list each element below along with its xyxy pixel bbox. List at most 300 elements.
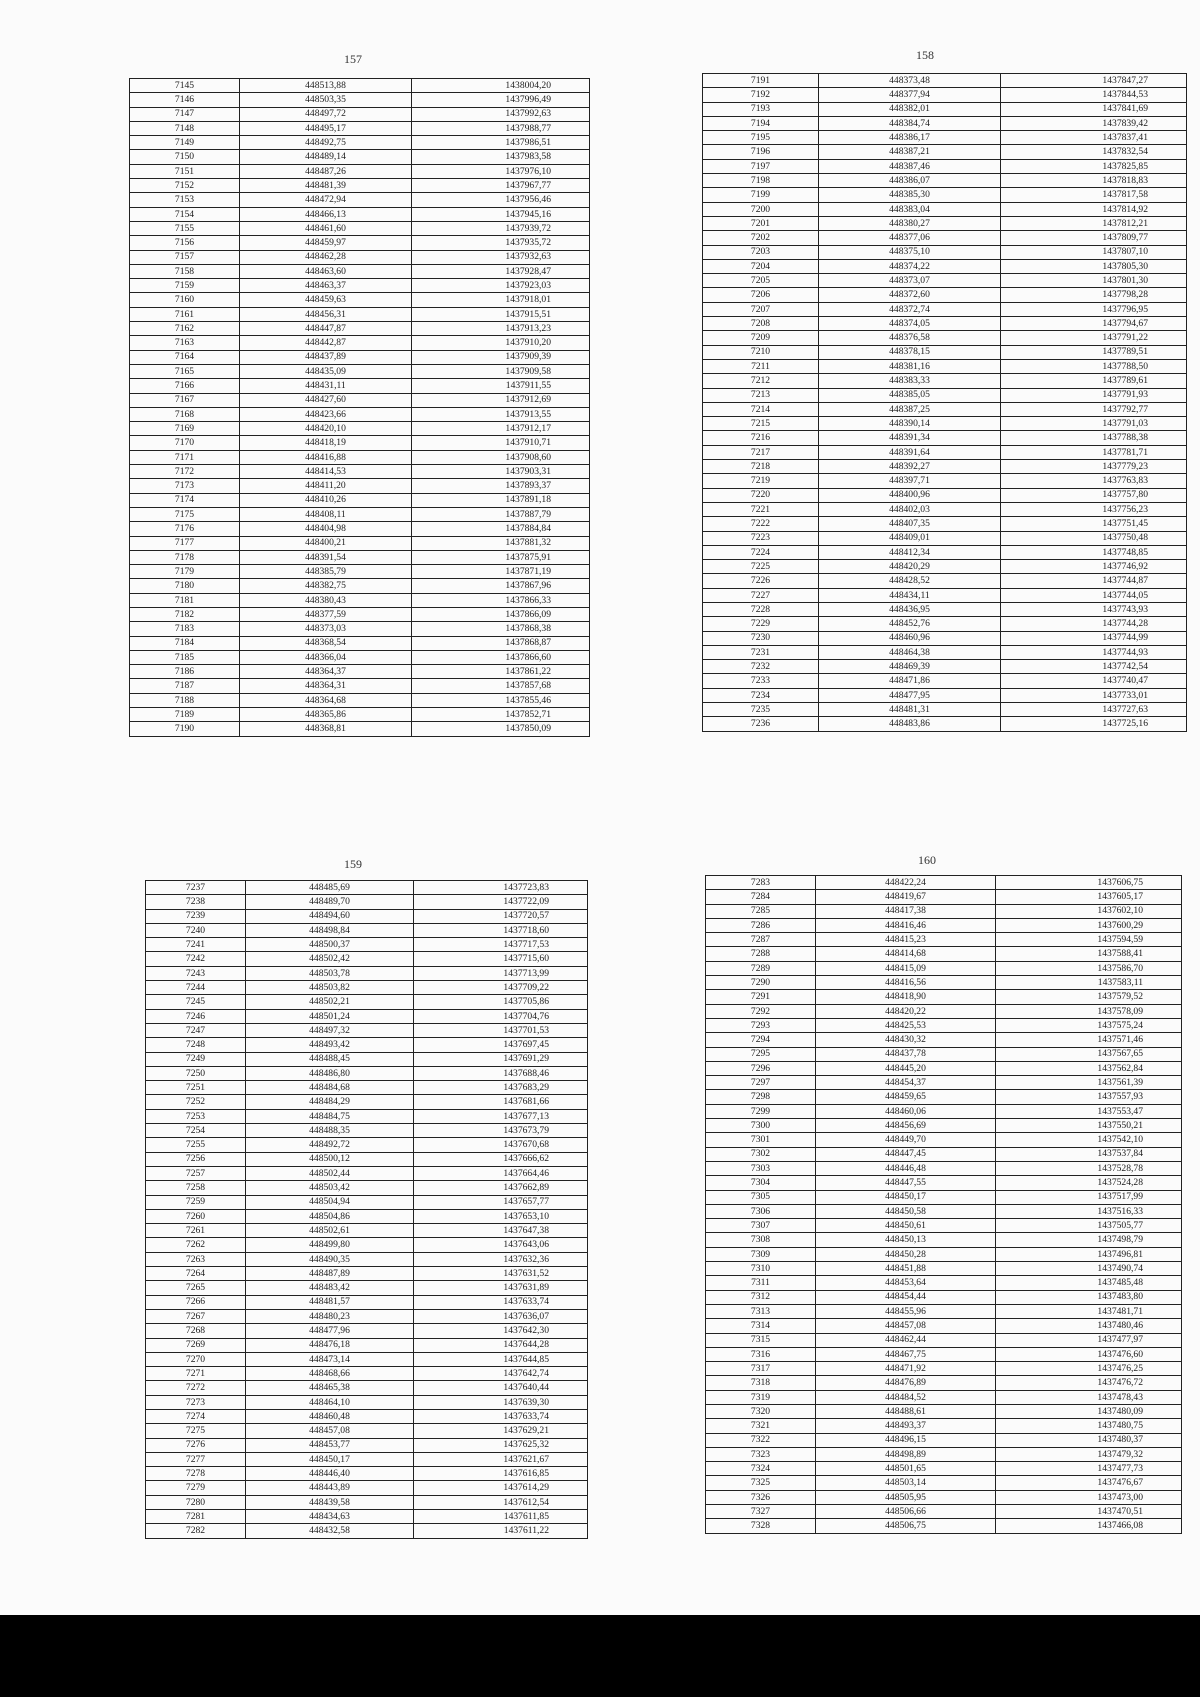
table-row <box>706 1033 1182 1047</box>
point-number: 7254 <box>146 1124 246 1138</box>
y-coordinate: 1437928,47 <box>412 264 590 278</box>
x-coordinate: 448501,24 <box>246 1009 414 1023</box>
x-coordinate: 448488,45 <box>246 1052 414 1066</box>
x-coordinate: 448437,89 <box>240 350 412 364</box>
y-coordinate: 1437709,22 <box>414 981 588 995</box>
y-coordinate: 1437542,10 <box>996 1133 1182 1147</box>
table-row <box>146 1424 588 1438</box>
y-coordinate: 1437923,03 <box>412 279 590 293</box>
y-coordinate: 1437632,36 <box>414 1252 588 1266</box>
x-coordinate: 448422,24 <box>816 876 996 890</box>
x-coordinate: 448402,03 <box>819 502 1001 516</box>
table-row <box>130 422 590 436</box>
x-coordinate: 448504,94 <box>246 1195 414 1209</box>
x-coordinate: 448456,69 <box>816 1119 996 1133</box>
y-coordinate: 1437611,85 <box>414 1510 588 1524</box>
x-coordinate: 448384,74 <box>819 116 1001 130</box>
y-coordinate: 1437866,60 <box>412 650 590 664</box>
y-coordinate: 1437553,47 <box>996 1104 1182 1118</box>
point-number: 7302 <box>706 1147 816 1161</box>
table-row <box>146 1152 588 1166</box>
x-coordinate: 448496,15 <box>816 1433 996 1447</box>
y-coordinate: 1437932,63 <box>412 250 590 264</box>
y-coordinate: 1437791,03 <box>1001 417 1187 431</box>
y-coordinate: 1437688,46 <box>414 1066 588 1080</box>
table-row <box>706 1061 1182 1075</box>
x-coordinate: 448415,09 <box>816 961 996 975</box>
y-coordinate: 1437983,58 <box>412 150 590 164</box>
x-coordinate: 448503,82 <box>246 981 414 995</box>
point-number: 7255 <box>146 1138 246 1152</box>
y-coordinate: 1437476,72 <box>996 1376 1182 1390</box>
point-number: 7216 <box>703 431 819 445</box>
x-coordinate: 448501,65 <box>816 1462 996 1476</box>
x-coordinate: 448383,04 <box>819 202 1001 216</box>
table-row <box>703 74 1187 88</box>
x-coordinate: 448430,32 <box>816 1033 996 1047</box>
y-coordinate: 1437640,44 <box>414 1381 588 1395</box>
y-coordinate: 1437986,51 <box>412 136 590 150</box>
point-number: 7191 <box>703 74 819 88</box>
point-number: 7281 <box>146 1510 246 1524</box>
table-row <box>706 1076 1182 1090</box>
table-row <box>146 1209 588 1223</box>
y-coordinate: 1437909,39 <box>412 350 590 364</box>
y-coordinate: 1437794,67 <box>1001 317 1187 331</box>
y-coordinate: 1437798,28 <box>1001 288 1187 302</box>
x-coordinate: 448495,17 <box>240 121 412 135</box>
x-coordinate: 448387,25 <box>819 402 1001 416</box>
table-row <box>130 93 590 107</box>
point-number: 7241 <box>146 938 246 952</box>
y-coordinate: 1437477,73 <box>996 1462 1182 1476</box>
point-number: 7196 <box>703 145 819 159</box>
table-row <box>130 565 590 579</box>
table-row <box>703 417 1187 431</box>
table-row <box>706 1204 1182 1218</box>
table-row <box>146 1367 588 1381</box>
x-coordinate: 448437,78 <box>816 1047 996 1061</box>
y-coordinate: 1438004,20 <box>412 79 590 93</box>
point-number: 7262 <box>146 1238 246 1252</box>
x-coordinate: 448418,19 <box>240 436 412 450</box>
point-number: 7162 <box>130 322 240 336</box>
y-coordinate: 1437657,77 <box>414 1195 588 1209</box>
y-coordinate: 1437839,42 <box>1001 116 1187 130</box>
x-coordinate: 448472,94 <box>240 193 412 207</box>
point-number: 7173 <box>130 479 240 493</box>
coordinates-table <box>129 78 590 737</box>
point-number: 7300 <box>706 1119 816 1133</box>
x-coordinate: 448390,14 <box>819 417 1001 431</box>
y-coordinate: 1437629,21 <box>414 1424 588 1438</box>
y-coordinate: 1437616,85 <box>414 1467 588 1481</box>
point-number: 7164 <box>130 350 240 364</box>
x-coordinate: 448484,52 <box>816 1390 996 1404</box>
x-coordinate: 448497,32 <box>246 1023 414 1037</box>
table-row <box>703 317 1187 331</box>
point-number: 7193 <box>703 102 819 116</box>
y-coordinate: 1437867,96 <box>412 579 590 593</box>
x-coordinate: 448487,26 <box>240 164 412 178</box>
point-number: 7242 <box>146 952 246 966</box>
table-row <box>146 1324 588 1338</box>
y-coordinate: 1437866,33 <box>412 593 590 607</box>
x-coordinate: 448471,86 <box>819 674 1001 688</box>
x-coordinate: 448447,87 <box>240 322 412 336</box>
x-coordinate: 448460,06 <box>816 1104 996 1118</box>
table-row <box>146 981 588 995</box>
point-number: 7217 <box>703 445 819 459</box>
point-number: 7168 <box>130 407 240 421</box>
table-row <box>146 1052 588 1066</box>
point-number: 7319 <box>706 1390 816 1404</box>
point-number: 7195 <box>703 131 819 145</box>
y-coordinate: 1437496,81 <box>996 1247 1182 1261</box>
table-row <box>706 1347 1182 1361</box>
x-coordinate: 448385,79 <box>240 565 412 579</box>
table-row <box>130 407 590 421</box>
x-coordinate: 448453,77 <box>246 1438 414 1452</box>
table-row <box>130 322 590 336</box>
x-coordinate: 448503,42 <box>246 1181 414 1195</box>
y-coordinate: 1437725,16 <box>1001 717 1187 731</box>
table-row <box>146 895 588 909</box>
point-number: 7253 <box>146 1109 246 1123</box>
x-coordinate: 448451,88 <box>816 1262 996 1276</box>
y-coordinate: 1437705,86 <box>414 995 588 1009</box>
point-number: 7280 <box>146 1495 246 1509</box>
y-coordinate: 1437579,52 <box>996 990 1182 1004</box>
point-number: 7326 <box>706 1490 816 1504</box>
table-row <box>703 445 1187 459</box>
x-coordinate: 448365,86 <box>240 708 412 722</box>
y-coordinate: 1437644,28 <box>414 1338 588 1352</box>
x-coordinate: 448452,76 <box>819 617 1001 631</box>
table-row <box>130 579 590 593</box>
x-coordinate: 448513,88 <box>240 79 412 93</box>
y-coordinate: 1437550,21 <box>996 1119 1182 1133</box>
point-number: 7307 <box>706 1219 816 1233</box>
x-coordinate: 448504,86 <box>246 1209 414 1223</box>
x-coordinate: 448434,63 <box>246 1510 414 1524</box>
table-row <box>703 216 1187 230</box>
table-row <box>130 679 590 693</box>
y-coordinate: 1437847,27 <box>1001 74 1187 88</box>
table-row <box>706 1447 1182 1461</box>
x-coordinate: 448450,58 <box>816 1204 996 1218</box>
point-number: 7206 <box>703 288 819 302</box>
y-coordinate: 1437715,60 <box>414 952 588 966</box>
x-coordinate: 448434,11 <box>819 588 1001 602</box>
table-row <box>146 1038 588 1052</box>
coordinates-table <box>702 73 1187 732</box>
y-coordinate: 1437779,23 <box>1001 460 1187 474</box>
x-coordinate: 448411,20 <box>240 479 412 493</box>
point-number: 7257 <box>146 1166 246 1180</box>
x-coordinate: 448364,68 <box>240 693 412 707</box>
x-coordinate: 448378,15 <box>819 345 1001 359</box>
y-coordinate: 1437841,69 <box>1001 102 1187 116</box>
table-row <box>146 1109 588 1123</box>
y-coordinate: 1437976,10 <box>412 164 590 178</box>
y-coordinate: 1437664,46 <box>414 1166 588 1180</box>
y-coordinate: 1437575,24 <box>996 1018 1182 1032</box>
x-coordinate: 448416,46 <box>816 918 996 932</box>
point-number: 7201 <box>703 216 819 230</box>
table-row <box>130 650 590 664</box>
point-number: 7228 <box>703 602 819 616</box>
y-coordinate: 1437647,38 <box>414 1224 588 1238</box>
table-row <box>706 1262 1182 1276</box>
point-number: 7222 <box>703 517 819 531</box>
point-number: 7322 <box>706 1433 816 1447</box>
table-row <box>706 1390 1182 1404</box>
y-coordinate: 1437662,89 <box>414 1181 588 1195</box>
y-coordinate: 1437850,09 <box>412 722 590 736</box>
table-row <box>130 507 590 521</box>
table-row <box>706 1247 1182 1261</box>
table-row <box>703 231 1187 245</box>
table-row <box>703 431 1187 445</box>
point-number: 7231 <box>703 645 819 659</box>
y-coordinate: 1437483,80 <box>996 1290 1182 1304</box>
table-row <box>706 1404 1182 1418</box>
table-row <box>146 1409 588 1423</box>
y-coordinate: 1437583,11 <box>996 976 1182 990</box>
x-coordinate: 448485,69 <box>246 881 414 895</box>
table-row <box>130 79 590 93</box>
table-row <box>703 259 1187 273</box>
table-row <box>706 947 1182 961</box>
x-coordinate: 448416,88 <box>240 450 412 464</box>
y-coordinate: 1437814,92 <box>1001 202 1187 216</box>
x-coordinate: 448500,12 <box>246 1152 414 1166</box>
point-number: 7250 <box>146 1066 246 1080</box>
table-row <box>703 374 1187 388</box>
y-coordinate: 1437996,49 <box>412 93 590 107</box>
x-coordinate: 448488,35 <box>246 1124 414 1138</box>
point-number: 7292 <box>706 1004 816 1018</box>
y-coordinate: 1437477,97 <box>996 1333 1182 1347</box>
table-row <box>703 274 1187 288</box>
y-coordinate: 1437683,29 <box>414 1081 588 1095</box>
point-number: 7327 <box>706 1505 816 1519</box>
y-coordinate: 1437621,67 <box>414 1452 588 1466</box>
table-row <box>703 660 1187 674</box>
x-coordinate: 448431,11 <box>240 379 412 393</box>
y-coordinate: 1437832,54 <box>1001 145 1187 159</box>
y-coordinate: 1437524,28 <box>996 1176 1182 1190</box>
x-coordinate: 448383,33 <box>819 374 1001 388</box>
y-coordinate: 1437875,91 <box>412 550 590 564</box>
x-coordinate: 448419,67 <box>816 890 996 904</box>
point-number: 7298 <box>706 1090 816 1104</box>
x-coordinate: 448372,74 <box>819 302 1001 316</box>
x-coordinate: 448364,31 <box>240 679 412 693</box>
table-row <box>146 1524 588 1538</box>
table-row <box>130 636 590 650</box>
y-coordinate: 1437561,39 <box>996 1076 1182 1090</box>
y-coordinate: 1437722,09 <box>414 895 588 909</box>
x-coordinate: 448373,48 <box>819 74 1001 88</box>
x-coordinate: 448481,39 <box>240 179 412 193</box>
table-row <box>703 345 1187 359</box>
y-coordinate: 1437756,23 <box>1001 502 1187 516</box>
point-number: 7313 <box>706 1304 816 1318</box>
point-number: 7181 <box>130 593 240 607</box>
y-coordinate: 1437631,89 <box>414 1281 588 1295</box>
point-number: 7264 <box>146 1267 246 1281</box>
x-coordinate: 448374,05 <box>819 317 1001 331</box>
point-number: 7148 <box>130 121 240 135</box>
table-row <box>703 631 1187 645</box>
table-row <box>703 574 1187 588</box>
table-row <box>130 336 590 350</box>
y-coordinate: 1437911,55 <box>412 379 590 393</box>
x-coordinate: 448436,95 <box>819 602 1001 616</box>
point-number: 7147 <box>130 107 240 121</box>
point-number: 7321 <box>706 1419 816 1433</box>
table-row <box>130 364 590 378</box>
point-number: 7316 <box>706 1347 816 1361</box>
point-number: 7249 <box>146 1052 246 1066</box>
point-number: 7304 <box>706 1176 816 1190</box>
point-number: 7190 <box>130 722 240 736</box>
x-coordinate: 448408,11 <box>240 507 412 521</box>
x-coordinate: 448409,01 <box>819 531 1001 545</box>
x-coordinate: 448400,21 <box>240 536 412 550</box>
x-coordinate: 448412,34 <box>819 545 1001 559</box>
point-number: 7308 <box>706 1233 816 1247</box>
y-coordinate: 1437505,77 <box>996 1219 1182 1233</box>
table-row <box>703 703 1187 717</box>
y-coordinate: 1437666,62 <box>414 1152 588 1166</box>
x-coordinate: 448463,60 <box>240 264 412 278</box>
point-number: 7284 <box>706 890 816 904</box>
x-coordinate: 448417,38 <box>816 904 996 918</box>
point-number: 7161 <box>130 307 240 321</box>
point-number: 7268 <box>146 1324 246 1338</box>
table-row <box>706 1004 1182 1018</box>
point-number: 7261 <box>146 1224 246 1238</box>
x-coordinate: 448439,58 <box>246 1495 414 1509</box>
point-number: 7157 <box>130 250 240 264</box>
x-coordinate: 448366,04 <box>240 650 412 664</box>
point-number: 7295 <box>706 1047 816 1061</box>
x-coordinate: 448454,37 <box>816 1076 996 1090</box>
x-coordinate: 448463,37 <box>240 279 412 293</box>
point-number: 7279 <box>146 1481 246 1495</box>
y-coordinate: 1437717,53 <box>414 938 588 952</box>
x-coordinate: 448442,87 <box>240 336 412 350</box>
x-coordinate: 448404,98 <box>240 522 412 536</box>
table-row <box>130 307 590 321</box>
table-row <box>130 708 590 722</box>
x-coordinate: 448498,89 <box>816 1447 996 1461</box>
x-coordinate: 448445,20 <box>816 1061 996 1075</box>
table-row <box>703 531 1187 545</box>
y-coordinate: 1437720,57 <box>414 909 588 923</box>
table-row <box>703 288 1187 302</box>
y-coordinate: 1437611,22 <box>414 1524 588 1538</box>
point-number: 7293 <box>706 1018 816 1032</box>
point-number: 7239 <box>146 909 246 923</box>
table-row <box>703 602 1187 616</box>
x-coordinate: 448449,70 <box>816 1133 996 1147</box>
y-coordinate: 1437881,32 <box>412 536 590 550</box>
x-coordinate: 448476,89 <box>816 1376 996 1390</box>
y-coordinate: 1437670,68 <box>414 1138 588 1152</box>
point-number: 7160 <box>130 293 240 307</box>
table-row <box>130 150 590 164</box>
point-number: 7151 <box>130 164 240 178</box>
y-coordinate: 1437528,78 <box>996 1161 1182 1175</box>
point-number: 7282 <box>146 1524 246 1538</box>
y-coordinate: 1437746,92 <box>1001 560 1187 574</box>
y-coordinate: 1437893,37 <box>412 479 590 493</box>
table-row <box>146 1309 588 1323</box>
point-number: 7223 <box>703 531 819 545</box>
y-coordinate: 1437677,13 <box>414 1109 588 1123</box>
table-row <box>703 717 1187 731</box>
point-number: 7221 <box>703 502 819 516</box>
x-coordinate: 448446,40 <box>246 1467 414 1481</box>
y-coordinate: 1437792,77 <box>1001 402 1187 416</box>
x-coordinate: 448481,57 <box>246 1295 414 1309</box>
point-number: 7194 <box>703 116 819 130</box>
x-coordinate: 448457,08 <box>816 1319 996 1333</box>
point-number: 7213 <box>703 388 819 402</box>
y-coordinate: 1437744,87 <box>1001 574 1187 588</box>
y-coordinate: 1437691,29 <box>414 1052 588 1066</box>
table-row <box>703 145 1187 159</box>
x-coordinate: 448459,63 <box>240 293 412 307</box>
x-coordinate: 448380,27 <box>819 216 1001 230</box>
x-coordinate: 448483,86 <box>819 717 1001 731</box>
table-row <box>146 1352 588 1366</box>
point-number: 7177 <box>130 536 240 550</box>
y-coordinate: 1437748,85 <box>1001 545 1187 559</box>
y-coordinate: 1437915,51 <box>412 307 590 321</box>
point-number: 7187 <box>130 679 240 693</box>
table-row <box>146 938 588 952</box>
point-number: 7218 <box>703 460 819 474</box>
x-coordinate: 448416,56 <box>816 976 996 990</box>
x-coordinate: 448462,28 <box>240 250 412 264</box>
point-number: 7186 <box>130 665 240 679</box>
table-row <box>146 1281 588 1295</box>
table-row <box>706 976 1182 990</box>
table-row <box>130 722 590 736</box>
point-number: 7272 <box>146 1381 246 1395</box>
table-row <box>146 1138 588 1152</box>
table-row <box>706 961 1182 975</box>
y-coordinate: 1437868,87 <box>412 636 590 650</box>
point-number: 7150 <box>130 150 240 164</box>
point-number: 7243 <box>146 966 246 980</box>
y-coordinate: 1437562,84 <box>996 1061 1182 1075</box>
y-coordinate: 1437639,30 <box>414 1395 588 1409</box>
y-coordinate: 1437480,46 <box>996 1319 1182 1333</box>
x-coordinate: 448499,80 <box>246 1238 414 1252</box>
point-number: 7283 <box>706 876 816 890</box>
x-coordinate: 448443,89 <box>246 1481 414 1495</box>
table-row <box>130 465 590 479</box>
table-row <box>130 536 590 550</box>
x-coordinate: 448460,48 <box>246 1409 414 1423</box>
y-coordinate: 1437908,60 <box>412 450 590 464</box>
